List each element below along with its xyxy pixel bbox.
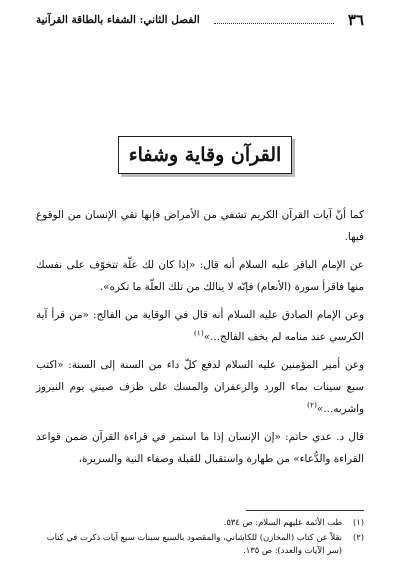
- chapter-title: الفصل الثاني: الشفاء بالطاقة القرآنية: [36, 14, 200, 26]
- footnote-text: طب الأئمة عليهم السلام: ص ٥٣٤.: [223, 517, 342, 527]
- paragraph-text: وعن الإمام الصادق عليه السلام أنه قال في الوقاية من الفالج: «من قرأ آية الكرسي عند منامه لم يخف الفالج...»: [36, 309, 364, 343]
- running-header: [36, 10, 364, 30]
- section-title-box: [118, 136, 292, 174]
- page-number: ٣٦: [347, 11, 364, 29]
- body-text: [36, 204, 364, 476]
- footnote-1: [36, 516, 364, 529]
- footnote-2: [36, 531, 364, 557]
- paragraph-3: [36, 304, 364, 348]
- paragraph-text: كما أنّ آيات القرآن الكريم تشفي من الأمراض فإنها تقي الإنسان من الوقوع فيها.: [36, 209, 364, 243]
- paragraph-1: [36, 204, 364, 248]
- footnote-separator: [246, 510, 364, 511]
- footnote-reference[interactable]: (١): [193, 328, 204, 338]
- footnote-number: (٢): [352, 532, 364, 542]
- footnote-reference[interactable]: (٢): [307, 400, 317, 410]
- paragraph-text: قال د. عدي حاتم: «إن الإنسان إذا ما استمر في قراءة القرآن ضمن قواعد القراءة والدُّعاء» من طهارة واستقبال للقبلة وصفاء النية والسريرة،: [36, 431, 364, 465]
- paragraph-2: [36, 254, 364, 298]
- paragraph-text: وعن أمير المؤمنين عليه السلام لدفع كلّ داء من السنة إلى السنة: «اكتب سبع سينات بماء الورد والزعفران والمسك على ظرف صيني يوم النيروز واشربه...»: [36, 359, 364, 415]
- section-title: القرآن وقاية وشفاء: [128, 144, 282, 166]
- paragraph-text: عن الإمام الباقر عليه السلام أنه قال: «إذا كان لك علّة تتخوّف على نفسك منها فاقرأ سورة (الأنعام) فإنّه لا ينالك من تلك العلّة ما تكره».: [36, 259, 364, 293]
- footnote-text: نقلاً عن كتاب (المخازن) للكاشاني، والمقصود بالسبع سينات سبع آيات ذكرت في كتاب (سر الآيات والعدد): ص ١٣٥.: [46, 532, 342, 555]
- footnotes: [36, 516, 364, 559]
- footnote-number: (١): [352, 517, 364, 527]
- header-dotted-leader: [214, 23, 334, 24]
- paragraph-4: [36, 354, 364, 420]
- paragraph-5: [36, 426, 364, 470]
